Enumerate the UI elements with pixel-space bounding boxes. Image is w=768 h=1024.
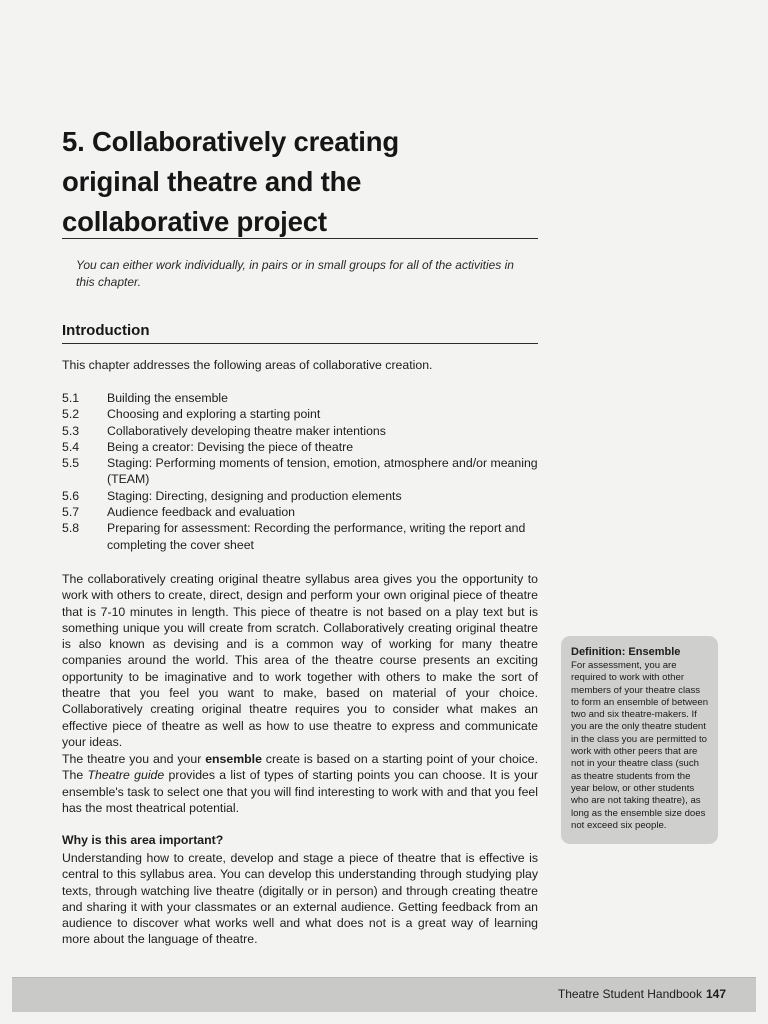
chapter-title	[62, 122, 562, 242]
body-paragraph-3: Understanding how to create, develop and stage a piece of theatre that is effective is central to this syllabus area. You can develop this understanding through studying play texts, through watching live theatre (digitally or in person) and through creating theatre and sharing it with your classmates or an external audience. Getting feedback from an audience to discover what works well and what does not is a great way of learning more about the language of theatre.	[62, 851, 538, 947]
para2-text-c: provides a list of types of starting points you can choose. It is your ensemble's task to select one that you will find interesting to work with and that you feel has the most theatrical potential.	[62, 768, 539, 815]
areas-list	[62, 390, 538, 553]
chapter-title-line-3: collaborative project	[62, 206, 327, 237]
body-paragraph-1: The collaboratively creating original theatre syllabus area gives you the opportunity to work with others to create, direct, design and perform your own original piece of theatre that is 7-10 minutes in length. This piece of theatre is not based on a play text but is something unique you will create from scratch. Collaboratively creating original theatre is also known as devising and is a common way of working for many theatre companies around the world. This area of the theatre course presents an exciting opportunity to be imaginative and to work together with others to make the sort of theatre that you feel you want to make, based on material of your choice. Collaboratively creating original theatre requires you to consider what makes an effective piece of theatre as well as how to use theatre to express and communicate your ideas.	[62, 572, 538, 749]
chapter-title-line-1: 5. Collaboratively creating	[62, 126, 399, 157]
area-list-item	[62, 390, 538, 406]
definition-box	[561, 636, 718, 844]
areas-intro-text: This chapter addresses the following areas of collaborative creation.	[62, 358, 433, 372]
area-number: 5.1	[62, 391, 80, 405]
body-paragraph-2	[62, 751, 538, 816]
page-number: 147	[705, 987, 726, 1001]
para2-text-a: The theatre you and your	[62, 752, 206, 766]
area-number: 5.5	[62, 456, 80, 471]
area-text: Audience feedback and evaluation	[107, 505, 296, 520]
area-list-item	[62, 406, 538, 422]
area-list-item	[62, 439, 538, 455]
area-text: Being a creator: Devising the piece of theatre	[107, 439, 354, 454]
para2-text-b: create is based on a starting point of your choice. The	[62, 752, 539, 783]
area-list-item	[62, 423, 538, 439]
area-number: 5.7	[62, 505, 80, 520]
footer	[558, 987, 726, 1001]
definition-text: For assessment, you are required to work with other members of your theatre class to form an ensemble of between two and six theatre-makers. If you are the only theatre student in the class you are permitted to work with other peers that are not in your theatre class (such as theatre students from the year below, or other students who are not taking theatre), as long as the ensemble size does not exceed six people.	[571, 660, 709, 831]
chapter-intro-note: You can either work individually, in pairs or in small groups for all of the activities in this chapter.	[76, 258, 514, 289]
area-text: Staging: Performing moments of tension, emotion, atmosphere and/or meaning (TEAM)	[107, 456, 538, 487]
area-text: Staging: Directing, designing and production elements	[107, 488, 402, 503]
definition-title: Definition: Ensemble	[571, 646, 681, 658]
title-divider	[62, 238, 538, 239]
why-important-heading: Why is this area important?	[62, 833, 224, 847]
area-list-item	[62, 520, 538, 553]
theatre-guide-title: Theatre guide	[87, 768, 165, 783]
area-number: 5.3	[62, 423, 80, 438]
area-number: 5.6	[62, 488, 80, 503]
chapter-title-line-2: original theatre and the	[62, 166, 362, 197]
introduction-heading: Introduction	[62, 322, 150, 339]
area-number: 5.4	[62, 439, 80, 454]
area-text: Choosing and exploring a starting point	[107, 407, 321, 422]
footer-book-title: Theatre Student Handbook	[557, 987, 702, 1001]
section-divider	[62, 343, 538, 344]
area-list-item	[62, 455, 538, 488]
area-text: Building the ensemble	[107, 391, 228, 405]
ensemble-term: ensemble	[205, 752, 262, 766]
area-number: 5.2	[62, 407, 80, 422]
area-text: Preparing for assessment: Recording the performance, writing the report and completing the cover sheet	[107, 521, 526, 552]
area-text: Collaboratively developing theatre maker intentions	[107, 423, 386, 438]
area-list-item	[62, 488, 538, 504]
area-number: 5.8	[62, 521, 80, 536]
area-list-item	[62, 504, 538, 520]
